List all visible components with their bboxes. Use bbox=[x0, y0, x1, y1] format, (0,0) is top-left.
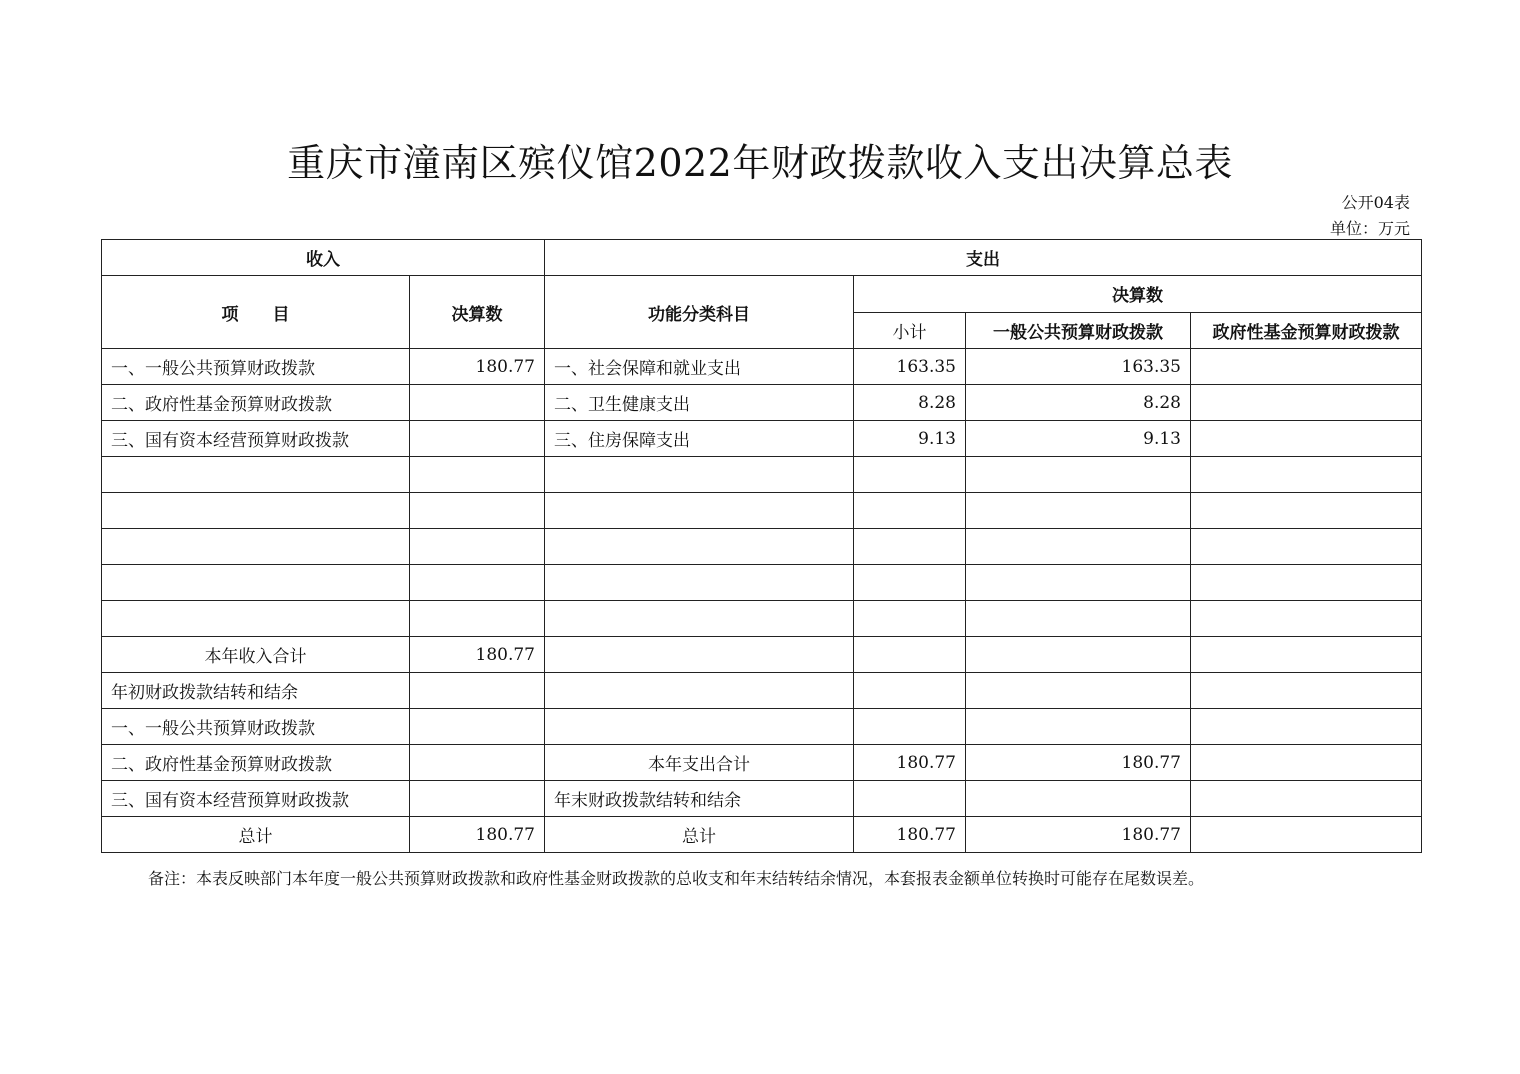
unit-label: 单位：万元 bbox=[1329, 219, 1410, 238]
row-subtotal-cell bbox=[854, 565, 966, 601]
income-amount-header: 决算数 bbox=[410, 276, 545, 349]
row-subtotal-cell: 9.13 bbox=[854, 421, 966, 457]
row-income-cell bbox=[410, 457, 545, 493]
row-income-cell bbox=[410, 745, 545, 781]
row-general-cell: 180.77 bbox=[966, 817, 1191, 853]
row-general-cell bbox=[966, 709, 1191, 745]
row-item-cell bbox=[102, 565, 410, 601]
row-general-cell bbox=[966, 781, 1191, 817]
budget-table bbox=[101, 239, 1422, 853]
row-item-cell: 总计 bbox=[102, 817, 410, 853]
row-fund-cell bbox=[1191, 565, 1422, 601]
row-subject-cell bbox=[545, 601, 854, 637]
row-item-cell bbox=[102, 493, 410, 529]
row-general-cell: 9.13 bbox=[966, 421, 1191, 457]
gov-fund-header: 政府性基金预算财政拨款 bbox=[1191, 312, 1422, 349]
row-subtotal-cell bbox=[854, 529, 966, 565]
row-subtotal-cell bbox=[854, 781, 966, 817]
row-subtotal-cell: 8.28 bbox=[854, 385, 966, 421]
income-header: 收入 bbox=[102, 240, 545, 276]
row-fund-cell bbox=[1191, 817, 1422, 853]
row-subject-cell: 总计 bbox=[545, 817, 854, 853]
row-item-cell bbox=[102, 529, 410, 565]
row-general-cell bbox=[966, 637, 1191, 673]
row-fund-cell bbox=[1191, 673, 1422, 709]
table-row bbox=[102, 817, 1422, 853]
row-subject-cell bbox=[545, 565, 854, 601]
row-fund-cell bbox=[1191, 385, 1422, 421]
row-subject-cell bbox=[545, 457, 854, 493]
row-income-cell: 180.77 bbox=[410, 637, 545, 673]
function-subject-header: 功能分类科目 bbox=[545, 276, 854, 349]
row-item-cell: 本年收入合计 bbox=[102, 637, 410, 673]
row-subtotal-cell bbox=[854, 637, 966, 673]
row-fund-cell bbox=[1191, 637, 1422, 673]
row-income-cell bbox=[410, 709, 545, 745]
row-general-cell: 163.35 bbox=[966, 349, 1191, 385]
row-subject-cell bbox=[545, 709, 854, 745]
table-row bbox=[102, 457, 1422, 493]
row-subtotal-cell bbox=[854, 601, 966, 637]
row-subject-cell: 一、社会保障和就业支出 bbox=[545, 349, 854, 385]
row-subtotal-cell bbox=[854, 493, 966, 529]
row-subtotal-cell: 180.77 bbox=[854, 817, 966, 853]
general-budget-header: 一般公共预算财政拨款 bbox=[966, 312, 1191, 349]
row-item-cell: 三、国有资本经营预算财政拨款 bbox=[102, 421, 410, 457]
row-item-cell: 二、政府性基金预算财政拨款 bbox=[102, 385, 410, 421]
table-row bbox=[102, 709, 1422, 745]
row-income-cell: 180.77 bbox=[410, 817, 545, 853]
row-subject-cell bbox=[545, 673, 854, 709]
row-general-cell bbox=[966, 457, 1191, 493]
row-fund-cell bbox=[1191, 421, 1422, 457]
row-subtotal-cell bbox=[854, 709, 966, 745]
table-row bbox=[102, 601, 1422, 637]
row-general-cell bbox=[966, 493, 1191, 529]
subtotal-header: 小计 bbox=[854, 312, 966, 349]
row-item-cell: 一、一般公共预算财政拨款 bbox=[102, 709, 410, 745]
row-general-cell bbox=[966, 529, 1191, 565]
row-item-cell: 二、政府性基金预算财政拨款 bbox=[102, 745, 410, 781]
page-title: 重庆市潼南区殡仪馆2022年财政拨款收入支出决算总表 bbox=[287, 141, 1233, 185]
row-income-cell: 180.77 bbox=[410, 349, 545, 385]
table-row bbox=[102, 781, 1422, 817]
row-subtotal-cell bbox=[854, 673, 966, 709]
row-subject-cell bbox=[545, 529, 854, 565]
table-row bbox=[102, 637, 1422, 673]
table-row bbox=[102, 745, 1422, 781]
row-income-cell bbox=[410, 565, 545, 601]
table-row bbox=[102, 673, 1422, 709]
expense-header: 支出 bbox=[545, 240, 1422, 276]
row-general-cell bbox=[966, 601, 1191, 637]
row-income-cell bbox=[410, 529, 545, 565]
item-header: 项 目 bbox=[102, 276, 410, 349]
row-subject-cell: 三、住房保障支出 bbox=[545, 421, 854, 457]
row-fund-cell bbox=[1191, 745, 1422, 781]
table-code: 公开04表 bbox=[1341, 193, 1410, 212]
row-general-cell bbox=[966, 673, 1191, 709]
row-subtotal-cell bbox=[854, 457, 966, 493]
table-row bbox=[102, 385, 1422, 421]
row-subject-cell bbox=[545, 493, 854, 529]
row-general-cell: 180.77 bbox=[966, 745, 1191, 781]
footnote: 备注：本表反映部门本年度一般公共预算财政拨款和政府性基金财政拨款的总收支和年末结转结余情况，本套报表金额单位转换时可能存在尾数误差。 bbox=[148, 869, 1205, 888]
table-row bbox=[102, 565, 1422, 601]
row-fund-cell bbox=[1191, 601, 1422, 637]
row-income-cell bbox=[410, 781, 545, 817]
row-income-cell bbox=[410, 493, 545, 529]
row-subject-cell bbox=[545, 637, 854, 673]
table-row bbox=[102, 421, 1422, 457]
row-income-cell bbox=[410, 601, 545, 637]
row-fund-cell bbox=[1191, 493, 1422, 529]
row-item-cell: 三、国有资本经营预算财政拨款 bbox=[102, 781, 410, 817]
table-row bbox=[102, 349, 1422, 385]
row-subject-cell: 二、卫生健康支出 bbox=[545, 385, 854, 421]
row-item-cell: 年初财政拨款结转和结余 bbox=[102, 673, 410, 709]
row-subtotal-cell: 180.77 bbox=[854, 745, 966, 781]
row-general-cell: 8.28 bbox=[966, 385, 1191, 421]
table-row bbox=[102, 529, 1422, 565]
row-fund-cell bbox=[1191, 457, 1422, 493]
table-row bbox=[102, 493, 1422, 529]
row-item-cell bbox=[102, 457, 410, 493]
expense-amount-header: 决算数 bbox=[854, 276, 1422, 313]
row-general-cell bbox=[966, 565, 1191, 601]
row-subject-cell: 年末财政拨款结转和结余 bbox=[545, 781, 854, 817]
row-income-cell bbox=[410, 385, 545, 421]
row-income-cell bbox=[410, 421, 545, 457]
row-fund-cell bbox=[1191, 529, 1422, 565]
row-fund-cell bbox=[1191, 781, 1422, 817]
row-fund-cell bbox=[1191, 349, 1422, 385]
row-fund-cell bbox=[1191, 709, 1422, 745]
row-subtotal-cell: 163.35 bbox=[854, 349, 966, 385]
row-subject-cell: 本年支出合计 bbox=[545, 745, 854, 781]
row-item-cell: 一、一般公共预算财政拨款 bbox=[102, 349, 410, 385]
row-item-cell bbox=[102, 601, 410, 637]
row-income-cell bbox=[410, 673, 545, 709]
